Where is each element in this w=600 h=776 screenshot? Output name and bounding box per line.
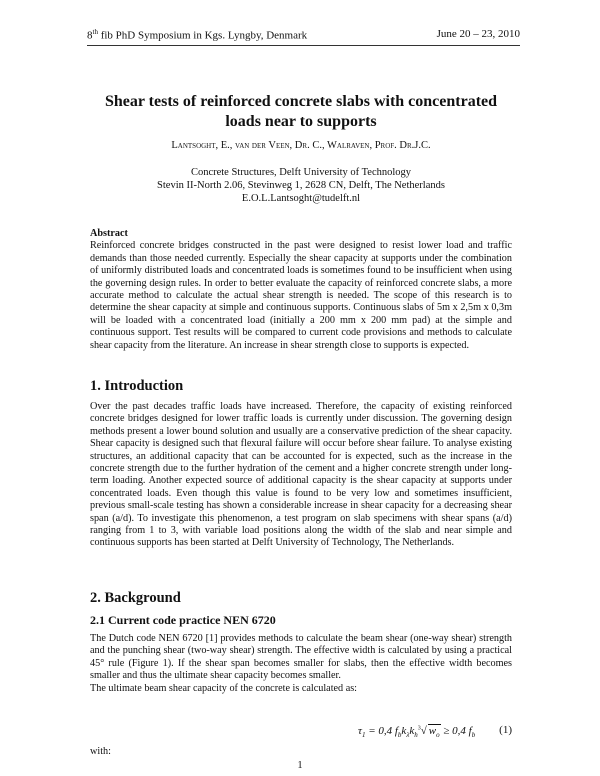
equation-expression: $\tau_1 = 0,4$ $f_bk_\lambda k_h^3√$ $w_o \ge 0,4$ $f_b$	[358, 725, 476, 740]
equation-1	[90, 724, 512, 740]
subsection-heading-code-practice: 2.1 Current code practice NEN 6720	[90, 613, 276, 627]
background-text: The Dutch code NEN 6720 [1] provides methods to calculate the beam shear (one-way shear) strength and the punching shear (two-way shear) strength. The effective width is calculated by using a practical 45° rule (Figure 1). If the shear span becomes smaller for slabs, then the effective width becomes smaller and thus the ultimate shear capacity becomes smaller. The ultimate beam shear capacity of the concrete is calculated as:	[90, 633, 512, 694]
paper-title: Shear tests of reinforced concrete slabs with concentrated loads near to supports	[104, 93, 498, 130]
section-heading-background: 2. Background	[90, 590, 181, 606]
cube-root-sign: $^3$√	[417, 725, 427, 737]
abstract-text: Reinforced concrete bridges constructed in the past were designed to resist lower load and traffic demands than those needed currently. Especially the shear capacity at supports under the combination of uniformly distributed loads and concentrated loads is sometimes found to be insufficient when using the governing design rules. In order to better evaluate the capacity of reinforced concrete slabs, a more accurate method to calculate the actual shear strength is needed. The scope of this research is to determine the shear capacity at simple and continuous supports. Continuous slabs of 5m x 2,5m x 0,3m will be loaded with a concentrated load (initially a 200 mm x 200 mm pad) at the simple and continuous support. Test results will be compared to current code provisions and methods to calculate shear capacity from the literature. An increase in shear strength close to supports is expected.	[90, 240, 512, 351]
abstract	[90, 228, 512, 352]
running-header	[87, 28, 520, 42]
author-list: Lantsoght, E., van der Veen, Dr. C., Walraven, Prof. Dr.J.C.	[171, 140, 431, 151]
introduction-text: Over the past decades traffic loads have increased. Therefore, the capacity of existing reinforced concrete bridges designed for lower traffic loads is currently under discussion. The governing design methods present a lower bound solution and usually are a conservative prediction of the shear capacity. Shear capacity is designed such that flexural failure will occur before shear failure. To analyse existing structures, an additional capacity that can be accounted for is expected, such as the increase in the concrete strength due to the further hydration of the cement and a higher concrete strength under long-term loading. Another expected source of additional capacity is the shear capacity at supports under concentrated loads. Even though this value is found to be very low and sometimes insufficient, previous small-scale testing has shown a considerable increase in shear capacity for a decreasing shear span (a/d). To investigate this phenomenon, a test program on slab specimens with shear spans (a/d) ranging from 1 to 3, with variable load positions along the width of the slab and near simple and continuous supports has been started at Delft University of Technology, The Netherlands.	[90, 401, 512, 549]
header-left: 8th fib PhD Symposium in Kgs. Lyngby, Denmark	[87, 28, 308, 42]
equation-number: (1)	[499, 724, 512, 736]
with-label: with:	[90, 746, 111, 757]
abstract-heading: Abstract	[90, 228, 128, 239]
author-email: E.O.L.Lantsoght@tudelft.nl	[241, 193, 361, 204]
page-number: 1	[297, 760, 303, 771]
header-rule	[87, 45, 520, 46]
section-heading-introduction: 1. Introduction	[90, 378, 184, 394]
header-right: June 20 – 23, 2010	[436, 28, 520, 40]
affiliation: Concrete Structures, Delft University of Technology Stevin II-North 2.06, Stevinweg 1, 2628 CN, Delft, The Netherlands E.O.L.Lantsoght@tudelft.nl	[90, 166, 512, 205]
